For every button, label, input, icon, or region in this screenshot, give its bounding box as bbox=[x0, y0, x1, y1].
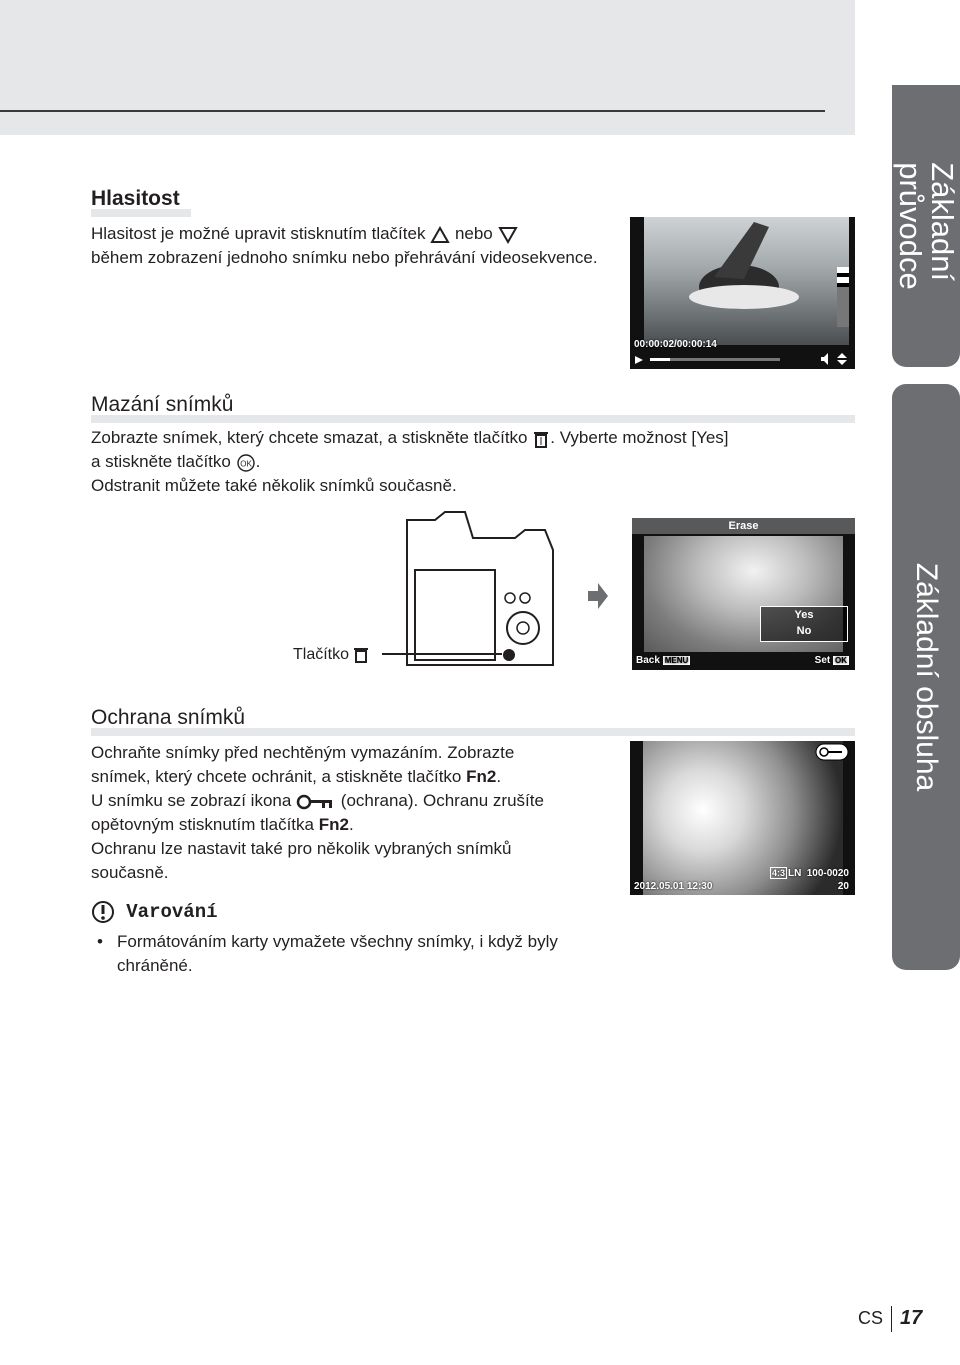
caution-title-text: Varování bbox=[126, 901, 218, 924]
caution-title bbox=[91, 900, 218, 924]
volume-body-part3: během zobrazení jednoho snímku nebo přehrávání videosekvence. bbox=[91, 248, 598, 267]
erase-option-no[interactable]: No bbox=[796, 625, 812, 637]
side-tab-basic-guide-label: Základní průvodce bbox=[893, 162, 960, 290]
trash-button-label: Tlačítko bbox=[293, 646, 350, 663]
back-hint bbox=[636, 655, 690, 666]
volume-meter bbox=[837, 267, 849, 347]
aspect-badge bbox=[770, 868, 787, 878]
down-triangle-icon bbox=[498, 226, 518, 244]
volume-screen bbox=[630, 217, 855, 369]
volume-body-part1: Hlasitost je možné upravit stisknutím tlačítek bbox=[91, 224, 426, 243]
top-band bbox=[0, 0, 855, 135]
set-label: Set bbox=[814, 655, 831, 666]
up-triangle-icon bbox=[430, 226, 450, 244]
ok-key-badge: OK bbox=[835, 656, 847, 665]
bird-photo bbox=[644, 217, 849, 345]
progress-bar bbox=[650, 358, 780, 361]
erase-screen-title: Erase bbox=[632, 518, 855, 534]
camera-illustration bbox=[405, 510, 555, 675]
play-icon bbox=[634, 355, 644, 368]
volume-body bbox=[91, 222, 601, 270]
speaker-icon bbox=[820, 352, 850, 369]
erase-line1b: . Vyberte možnost [Yes] bbox=[550, 428, 729, 447]
side-tab-basic-operation bbox=[892, 384, 960, 970]
menu-key-badge: MENU bbox=[664, 656, 689, 665]
timecode: 00:00:02/00:00:14 bbox=[634, 339, 717, 350]
back-label: Back bbox=[636, 655, 660, 666]
erase-option-yes[interactable]: Yes bbox=[794, 609, 814, 621]
frame-count: 20 bbox=[837, 881, 849, 892]
trash-icon bbox=[532, 429, 550, 449]
callout-line bbox=[382, 653, 502, 655]
erase-options bbox=[760, 606, 848, 642]
warning-icon bbox=[91, 900, 115, 924]
protect-line4c: . bbox=[348, 815, 354, 834]
erase-heading-text: Mazání snímků bbox=[91, 393, 234, 416]
fn2-label: Fn2 bbox=[318, 815, 349, 834]
protect-line4a: opětovným stisknutím tlačítka bbox=[91, 815, 319, 834]
capture-datetime: 2012.05.01 12:30 bbox=[634, 881, 713, 892]
protect-line3b: (ochrana). Ochranu zrušíte bbox=[340, 791, 544, 810]
erase-screen bbox=[632, 518, 855, 670]
protect-body bbox=[91, 741, 611, 885]
key-icon bbox=[296, 794, 336, 810]
caution-bullet-text: Formátováním karty vymažete všechny snímky, i když byly chráněné. bbox=[117, 932, 558, 975]
protect-screen bbox=[630, 741, 855, 895]
trash-button-callout bbox=[293, 643, 369, 667]
protect-line5: Ochranu lze nastavit také pro několik vybraných snímků bbox=[91, 839, 512, 858]
erase-line3: Odstranit můžete také několik snímků současně. bbox=[91, 476, 457, 495]
side-tab-basic-guide bbox=[892, 85, 960, 367]
erase-line2a: a stiskněte tlačítko bbox=[91, 452, 231, 471]
erase-line1a: Zobrazte snímek, který chcete smazat, a stiskněte tlačítko bbox=[91, 428, 528, 447]
protect-line2a: snímek, který chcete ochránit, a stiskněte tlačítko bbox=[91, 767, 467, 786]
protect-line6: současně. bbox=[91, 863, 169, 882]
trash-icon bbox=[353, 646, 369, 664]
volume-heading-text: Hlasitost bbox=[91, 187, 180, 210]
volume-body-part2: nebo bbox=[454, 224, 493, 243]
fn2-label: Fn2 bbox=[466, 767, 497, 786]
protect-line3a: U snímku se zobrazí ikona bbox=[91, 791, 292, 810]
top-rule bbox=[0, 110, 825, 112]
page-number-value: 17 bbox=[900, 1306, 923, 1329]
side-tab-basic-operation-label: Základní obsluha bbox=[910, 562, 943, 792]
protect-line2c: . bbox=[496, 767, 502, 786]
file-number: 100-0020 bbox=[806, 868, 849, 879]
protect-heading bbox=[91, 706, 855, 730]
erase-body bbox=[91, 426, 871, 498]
protect-heading-text: Ochrana snímků bbox=[91, 706, 246, 729]
protect-line1: Ochraňte snímky před nechtěným vymazáním. Zobrazte bbox=[91, 743, 515, 762]
page-number bbox=[858, 1306, 922, 1332]
set-hint bbox=[815, 655, 849, 666]
svg-text:OK: OK bbox=[239, 459, 252, 469]
caution-bullet: • Formátováním karty vymažete všechny snímky, i když byly chráněné. bbox=[97, 930, 617, 978]
aspect-ratio: 4:3 bbox=[772, 868, 786, 878]
erase-heading bbox=[91, 393, 855, 417]
bird-silhouette bbox=[644, 217, 849, 345]
page-lang: CS bbox=[858, 1307, 884, 1328]
arrow-icon bbox=[588, 583, 608, 614]
ok-button-icon bbox=[236, 453, 256, 473]
erase-line2b: . bbox=[255, 452, 261, 471]
quality-mode: LN bbox=[788, 868, 802, 879]
protect-key-icon bbox=[815, 743, 849, 764]
volume-heading bbox=[91, 187, 191, 211]
